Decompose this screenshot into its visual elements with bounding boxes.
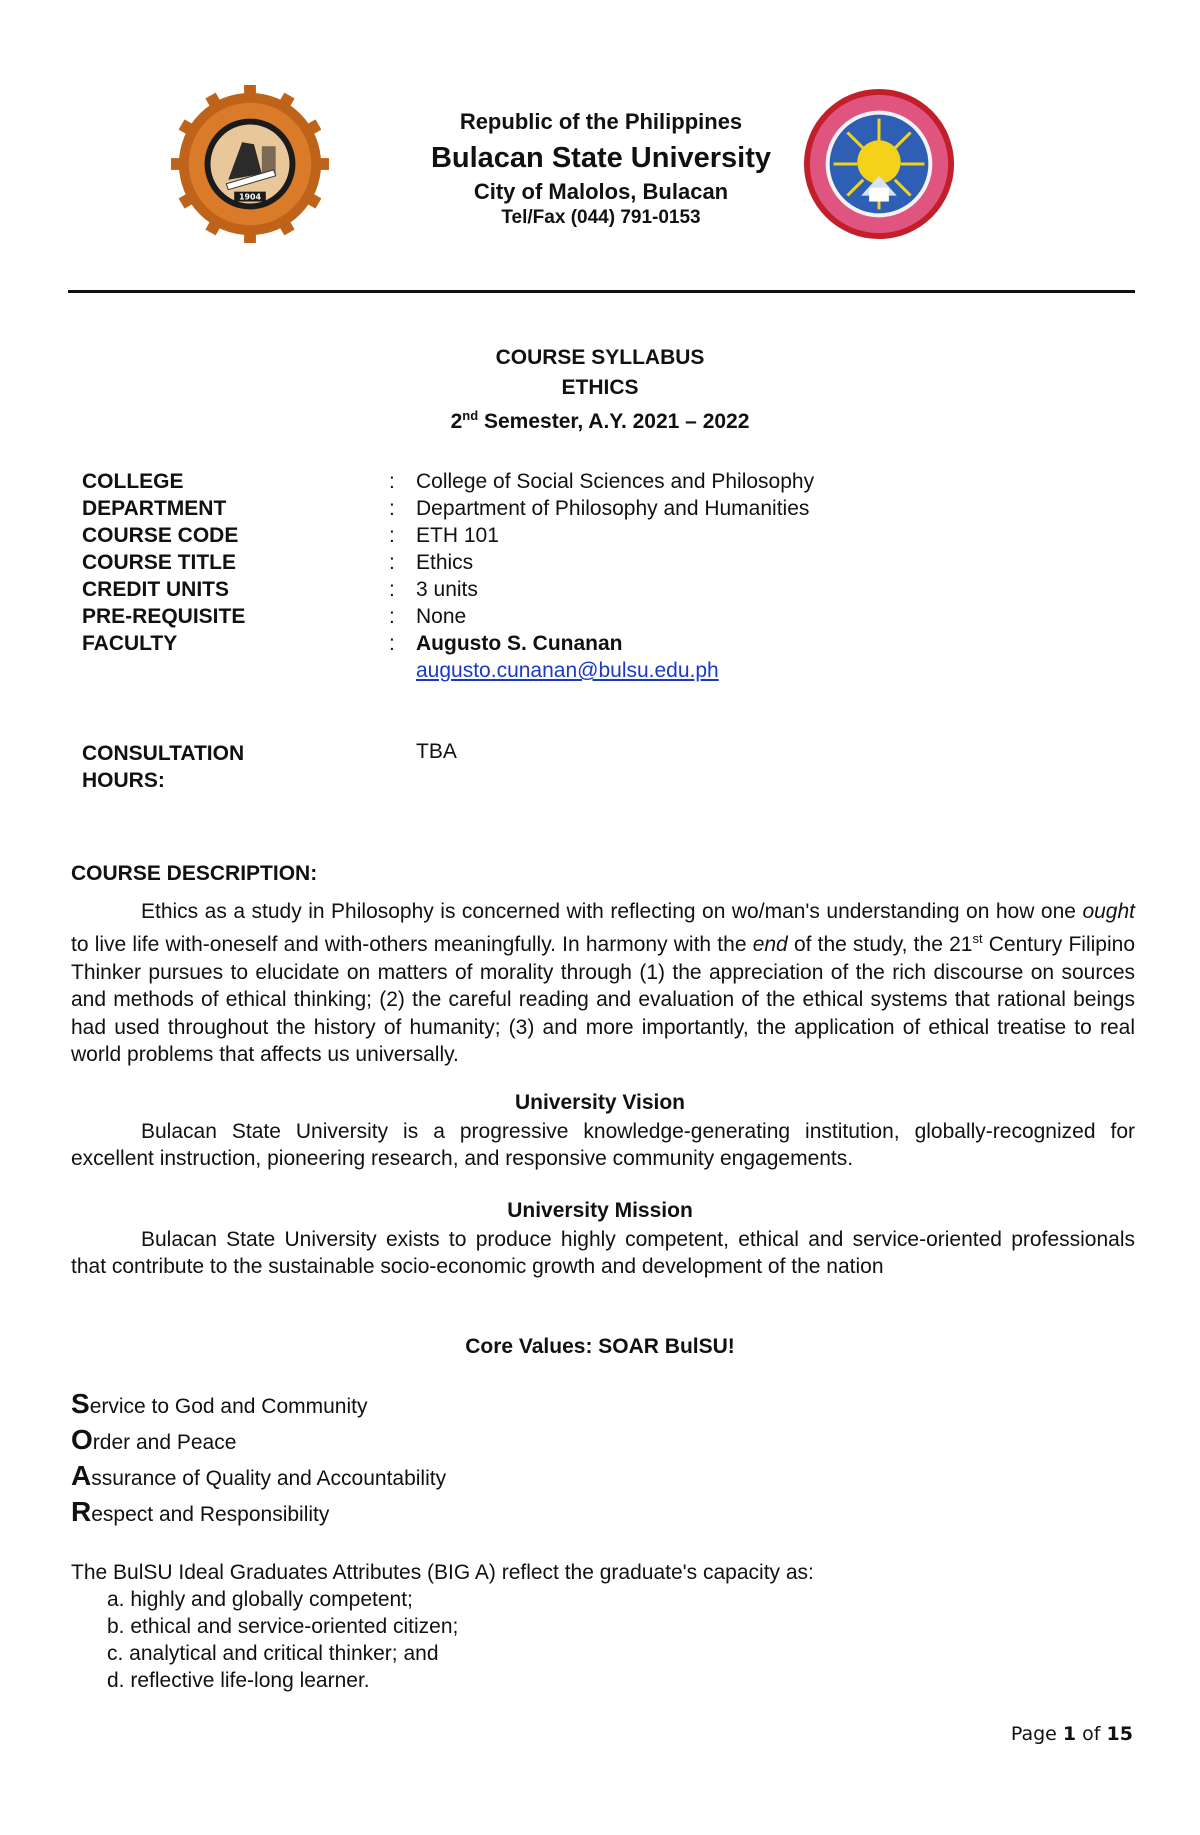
info-value: Department of Philosophy and Humanities — [416, 497, 810, 520]
info-value: Ethics — [416, 551, 474, 574]
graduate-attribute-item: d. reflective life-long learner. — [107, 1669, 370, 1692]
consultation-label: CONSULTATION HOURS: — [82, 742, 245, 792]
info-row-prerequisite — [82, 605, 982, 632]
core-value-item: Assurance of Quality and Accountability — [71, 1460, 447, 1491]
graduate-attributes-intro: The BulSU Ideal Graduates Attributes (BIG A) reflect the graduate's capacity as: — [71, 1561, 814, 1584]
header-city: City of Malolos, Bulacan — [473, 179, 729, 204]
header-university-name: Bulacan State University — [430, 142, 772, 174]
header-divider — [68, 290, 1135, 293]
core-value-item: Order and Peace — [71, 1424, 237, 1455]
cssp-seal-logo — [800, 85, 958, 243]
info-colon: : — [389, 632, 395, 655]
info-row-faculty-email — [82, 659, 982, 686]
info-row-department — [82, 497, 982, 524]
info-label: CREDIT UNITS — [82, 578, 229, 601]
info-colon: : — [389, 470, 395, 493]
header-telfax: Tel/Fax (044) 791-0153 — [501, 207, 701, 228]
info-colon: : — [389, 497, 395, 520]
university-mission-text: Bulacan State University exists to produce highly competent, ethical and service-oriented professionals that contribute to the sustainable socio-economic growth and development of the nation — [71, 1228, 1135, 1279]
info-colon: : — [389, 551, 395, 574]
info-value: ETH 101 — [416, 524, 499, 547]
info-label: COURSE CODE — [82, 524, 239, 547]
graduate-attribute-item: c. analytical and critical thinker; and — [107, 1642, 439, 1665]
info-value: College of Social Sciences and Philosophy — [416, 470, 815, 493]
course-name-title: ETHICS — [561, 376, 639, 399]
info-colon: : — [389, 524, 395, 547]
info-label: DEPARTMENT — [82, 497, 227, 520]
faculty-email-link[interactable]: augusto.cunanan@bulsu.edu.ph — [416, 659, 719, 682]
header-republic: Republic of the Philippines — [459, 109, 743, 134]
info-row-college — [82, 470, 982, 497]
info-row-faculty — [82, 632, 982, 659]
svg-text:1904: 1904 — [239, 192, 261, 202]
info-label: PRE-REQUISITE — [82, 605, 246, 628]
info-row-course-title — [82, 551, 982, 578]
faculty-name: Augusto S. Cunanan — [416, 632, 623, 655]
info-colon: : — [389, 578, 395, 601]
university-mission-title: University Mission — [507, 1199, 693, 1222]
info-value: None — [416, 605, 467, 628]
core-value-item: Respect and Responsibility — [71, 1496, 330, 1527]
info-colon: : — [389, 605, 395, 628]
university-vision-text: Bulacan State University is a progressive knowledge-generating institution, globally-recognized for excellent instruction, pioneering research, and responsive community engagements. — [71, 1120, 1135, 1171]
info-row-course-code — [82, 524, 982, 551]
course-description-text: Ethics as a study in Philosophy is concerned with reflecting on wo/man's understanding on how one ought to live life with-oneself and with-others meaningfully. In harmony with the end of the study, the 21st Century Filipino Thinker pursues to elucidate on matters of morality through (1) the appreciation of the rich discourse on sources and methods of ethical thinking; (2) the careful reading and evaluation of the ethical systems that rational beings had used throughout the history of humanity; (3) and more importantly, the application of ethical treatise to real world problems that affects us universally. — [71, 900, 1136, 1067]
syllabus-title: COURSE SYLLABUS — [495, 346, 705, 369]
info-label: COURSE TITLE — [82, 551, 237, 574]
core-values-title: Core Values: SOAR BulSU! — [465, 1335, 735, 1358]
consultation-value: TBA — [416, 740, 457, 763]
info-label: FACULTY — [82, 632, 178, 655]
core-value-item: Service to God and Community — [71, 1388, 368, 1419]
info-value: 3 units — [416, 578, 478, 601]
semester-title: 2nd Semester, A.Y. 2021 – 2022 — [450, 408, 750, 433]
page-number: Page 1 of 15 — [1010, 1723, 1133, 1745]
graduate-attribute-item: b. ethical and service-oriented citizen; — [107, 1615, 459, 1638]
info-row-consultation — [82, 740, 982, 796]
info-label: COLLEGE — [82, 470, 184, 493]
graduate-attribute-item: a. highly and globally competent; — [107, 1588, 413, 1611]
info-row-credit-units — [82, 578, 982, 605]
bulsu-seal-logo — [171, 85, 329, 243]
university-vision-title: University Vision — [514, 1091, 685, 1114]
course-description-title: COURSE DESCRIPTION: — [71, 862, 318, 885]
